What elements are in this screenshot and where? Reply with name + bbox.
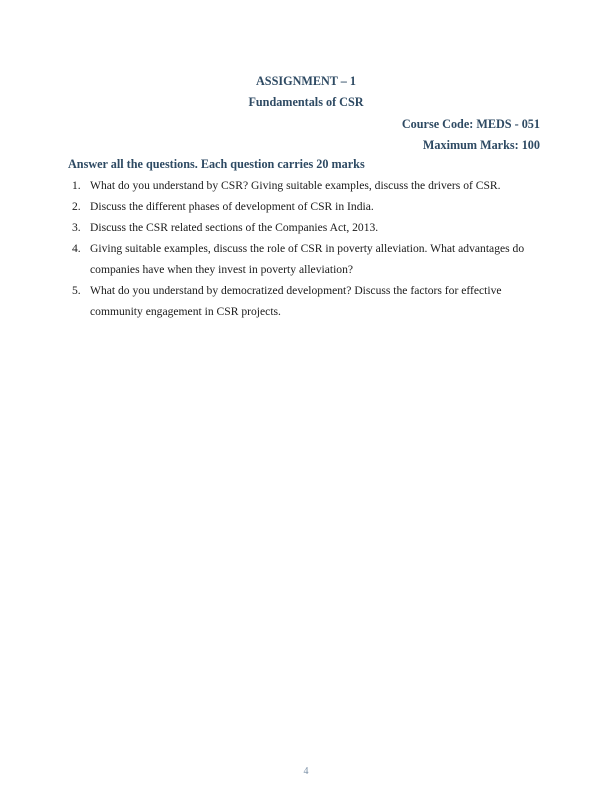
question-item — [0, 196, 612, 217]
question-number: 3. — [72, 221, 81, 234]
question-number: 2. — [72, 200, 81, 213]
question-text: Discuss the different phases of development of CSR in India. — [90, 200, 374, 213]
page-number: 4 — [303, 766, 309, 777]
question-list — [0, 175, 612, 322]
maximum-marks: Maximum Marks: 100 — [422, 138, 540, 152]
question-item — [0, 280, 612, 322]
question-number: 1. — [72, 179, 81, 192]
question-item — [0, 217, 612, 238]
question-number: 4. — [72, 242, 81, 255]
question-number: 5. — [72, 284, 81, 297]
assignment-title: ASSIGNMENT – 1 — [255, 74, 356, 88]
course-code: Course Code: MEDS - 051 — [401, 117, 540, 131]
question-item — [0, 238, 612, 280]
question-text: What do you understand by CSR? Giving suitable examples, discuss the drivers of CSR. — [90, 179, 501, 192]
question-item — [0, 175, 612, 196]
instruction-text: Answer all the questions. Each question carries 20 marks — [68, 157, 365, 171]
subject-title: Fundamentals of CSR — [248, 95, 364, 109]
question-text: What do you understand by democratized development? Discuss the factors for effective community engagement in CSR projects. — [90, 284, 502, 318]
question-text: Giving suitable examples, discuss the role of CSR in poverty alleviation. What advantages do companies have when they invest in poverty alleviation? — [90, 242, 525, 276]
question-text: Discuss the CSR related sections of the Companies Act, 2013. — [90, 221, 379, 234]
